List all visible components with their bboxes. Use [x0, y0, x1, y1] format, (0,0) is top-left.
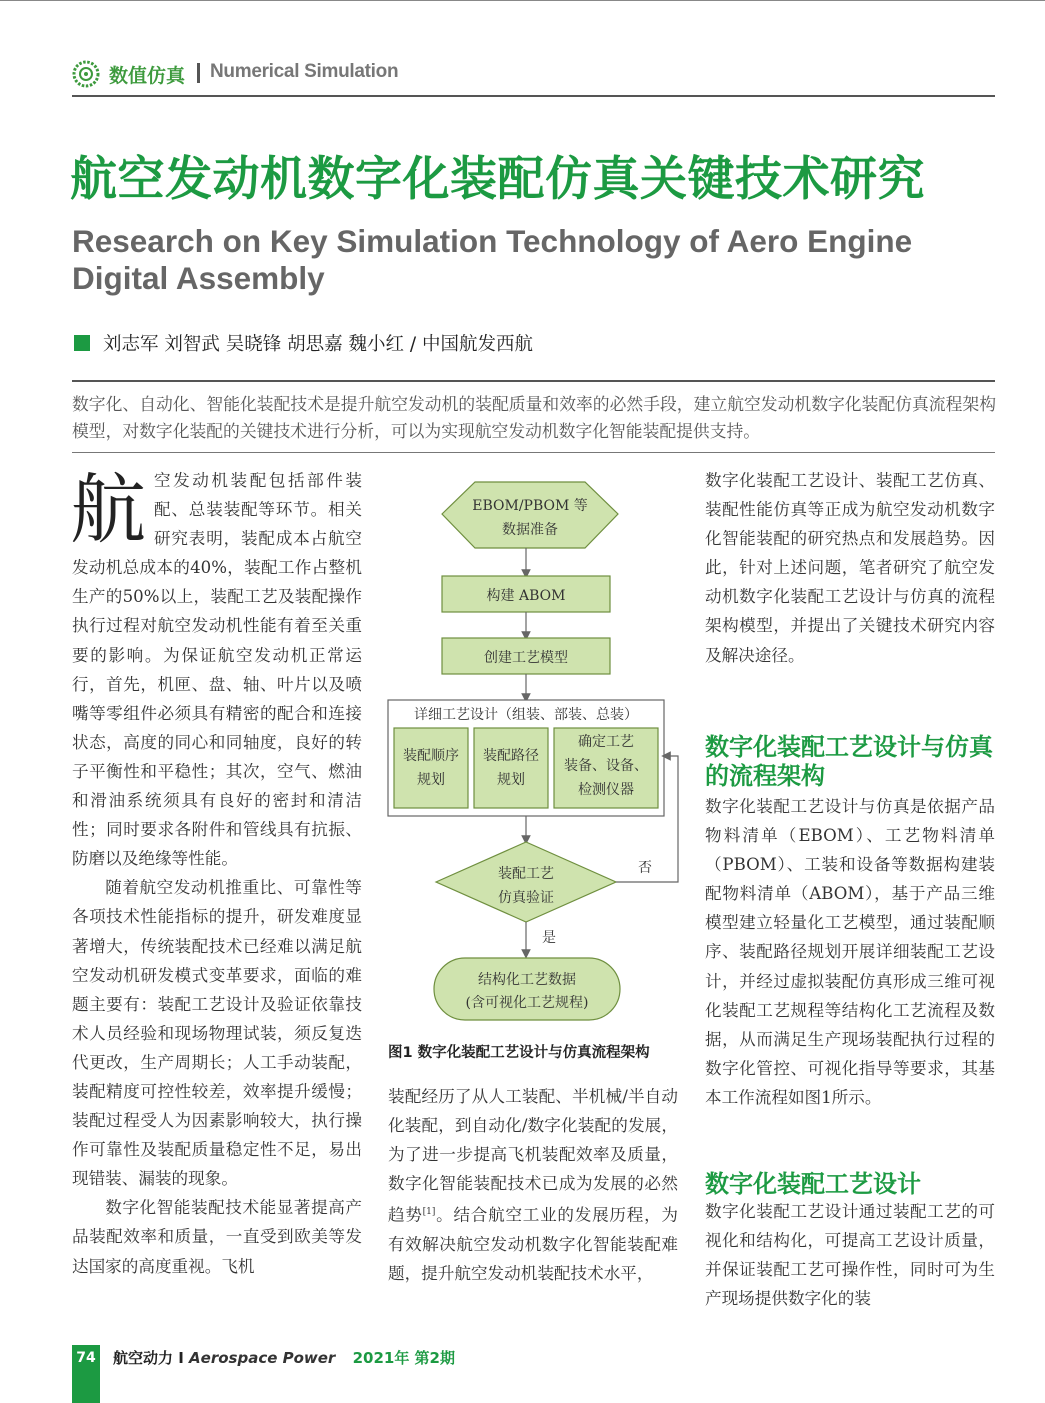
author-line: 刘志军 刘智武 吴晓锋 胡思嘉 魏小红 / 中国航发西航: [103, 334, 534, 355]
section-heading-2: 数字化装配工艺设计: [705, 1170, 921, 1198]
flow-start-text-2: 数据准备: [502, 522, 558, 538]
body-column-2: [388, 1082, 678, 1288]
flow-decision-text-2: 仿真验证: [498, 890, 554, 906]
body-column-1: [72, 466, 362, 1281]
dropcap: 航: [70, 465, 146, 554]
flow-end-text-2: (含可视化工艺规程): [465, 995, 589, 1011]
figure-caption: 图1 数字化装配工艺设计与仿真流程架构: [388, 1045, 650, 1061]
section-label-en: Numerical Simulation: [210, 61, 399, 82]
journal-name-cn: 航空动力 I: [113, 1349, 184, 1367]
paragraph-3: 数字化智能装配技术能显著提高产品装配效率和质量，一直受到欧美等发达国家的高度重视。飞机: [72, 1198, 362, 1276]
flow-sub3-text-1: 确定工艺: [578, 734, 634, 750]
flow-group-title: 详细工艺设计（组装、部装、总装）: [414, 707, 638, 723]
flow-sub-path: [474, 728, 548, 808]
page-number: 74: [76, 1350, 96, 1366]
flow-sub3-text-2: 装备、设备、: [564, 758, 648, 774]
flow-model-text: 创建工艺模型: [484, 650, 568, 666]
col2-text-2: 。结合航空工业的发展历程，为有效解决航空发动机数字化智能装配难题，提升航空发动机装配技术水平，: [388, 1205, 678, 1284]
flow-start-text-1: EBOM/PBOM 等: [472, 498, 588, 514]
flow-sub-sequence: [394, 728, 468, 808]
flow-no-label: 否: [638, 860, 652, 876]
article-title-en: Research on Key Simulation Technology of Aero Engine Digital Assembly: [72, 223, 913, 296]
section-divider: [197, 63, 200, 83]
col2-text: 装配经历了从人工装配、半机械/半自动化装配，到自动化/数字化装配的发展，为了进一步提高飞机装配效率及质量，数字化智能装配技术已成为发展的必然趋势: [388, 1087, 678, 1225]
flow-end-text-1: 结构化工艺数据: [478, 972, 576, 988]
journal-issue: 2021年 第2期: [352, 1349, 455, 1367]
abstract-rule-bottom: [72, 452, 995, 453]
flow-sub1-text-1: 装配顺序: [403, 748, 459, 764]
abstract-rule-top: [72, 380, 995, 382]
col3-paragraph-1: 数字化装配工艺设计、装配工艺仿真、装配性能仿真等正成为航空发动机数字化智能装配的研究热点和发展趋势。因此，针对上述问题，笔者研究了航空发动机数字化装配工艺设计与仿真的流程架构模型，并提出了关键技术研究内容及解决途径。: [705, 471, 995, 665]
flow-sub1-text-2: 规划: [417, 772, 445, 788]
section-logo-icon: [72, 60, 100, 88]
article-title-cn: 航空发动机数字化装配仿真关键技术研究: [70, 152, 925, 207]
body-column-3b: [705, 792, 995, 1112]
flow-decision-node: [436, 842, 616, 922]
figure-flowchart: [380, 470, 690, 1030]
footer-journal: [113, 1347, 455, 1368]
section-label-cn: 数值仿真: [109, 65, 186, 87]
header-rule: [72, 95, 995, 97]
author-marker: [74, 335, 90, 351]
section-heading-1: 数字化装配工艺设计与仿真的流程架构: [705, 733, 993, 790]
journal-name-en: Aerospace Power: [189, 1349, 336, 1367]
flow-decision-text-1: 装配工艺: [498, 866, 554, 882]
flow-sub3-text-3: 检测仪器: [578, 782, 634, 798]
body-column-3c: [705, 1197, 995, 1313]
flow-yes-label: 是: [542, 930, 556, 946]
citation-ref: [1]: [422, 1207, 436, 1218]
paragraph-2: 随着航空发动机推重比、可靠性等各项技术性能指标的提升，研发难度显著增大，传统装配技术已经难以满足航空发动机研发模式变革要求，面临的难题主要有：装配工艺设计及验证依靠技术人员经验和现场物理试装，须反复迭代更改，生产周期长；人工手动装配，装配精度可控性较差，效率提升缓慢；装配过程受人为因素影响较大，执行操作可靠性及装配质量稳定性不足，易出现错装、漏装的现象。: [72, 878, 362, 1189]
flow-start-node: [442, 482, 618, 548]
col3-paragraph-3: 数字化装配工艺设计通过装配工艺的可视化和结构化，可提高工艺设计质量，并保证装配工艺可操作性，同时可为生产现场提供数字化的装: [705, 1202, 995, 1309]
col3-paragraph-2: 数字化装配工艺设计与仿真是依据产品物料清单（EBOM）、工艺物料清单（PBOM）、工装和设备等数据构建装配物料清单（ABOM），基于产品三维模型建立轻量化工艺模型，通过装配顺序、装配路径规划开展详细装配工艺设计，并经过虚拟装配仿真形成三维可视化装配工艺规程等结构化工艺流程及数据，从而满足生产现场装配执行过程的数字化管控、可视化指导等要求，其基本工作流程如图1所示。: [705, 797, 995, 1107]
flow-sub2-text-2: 规划: [497, 772, 525, 788]
flow-sub2-text-1: 装配路径: [483, 748, 539, 764]
abstract: 数字化、自动化、智能化装配技术是提升航空发动机的装配质量和效率的必然手段，建立航空发动机数字化装配仿真流程架构模型，对数字化装配的关键技术进行分析，可以为实现航空发动机数字化智能装配提供支持。: [72, 394, 996, 441]
paragraph-1: 空发动机装配包括部件装配、总装装配等环节。相关研究表明，装配成本占航空发动机总成本的40%，装配工作占整机生产的50%以上，装配工艺及装配操作执行过程对航空发动机性能有着至关重要的影响。为保证航空发动机正常运行，首先，机匣、盘、轴、叶片以及喷嘴等零组件必须具有精密的配合和连接状态，高度的同心和同轴度，良好的转子平衡性和平稳性；其次，空气、燃油和滑油系统须具有良好的密封和清洁性；同时要求各附件和管线具有抗振、防磨以及绝缘等性能。: [72, 471, 362, 869]
flow-abom-text: 构建 ABOM: [486, 588, 566, 604]
body-column-3: [705, 466, 995, 670]
top-border: [0, 0, 1045, 1]
